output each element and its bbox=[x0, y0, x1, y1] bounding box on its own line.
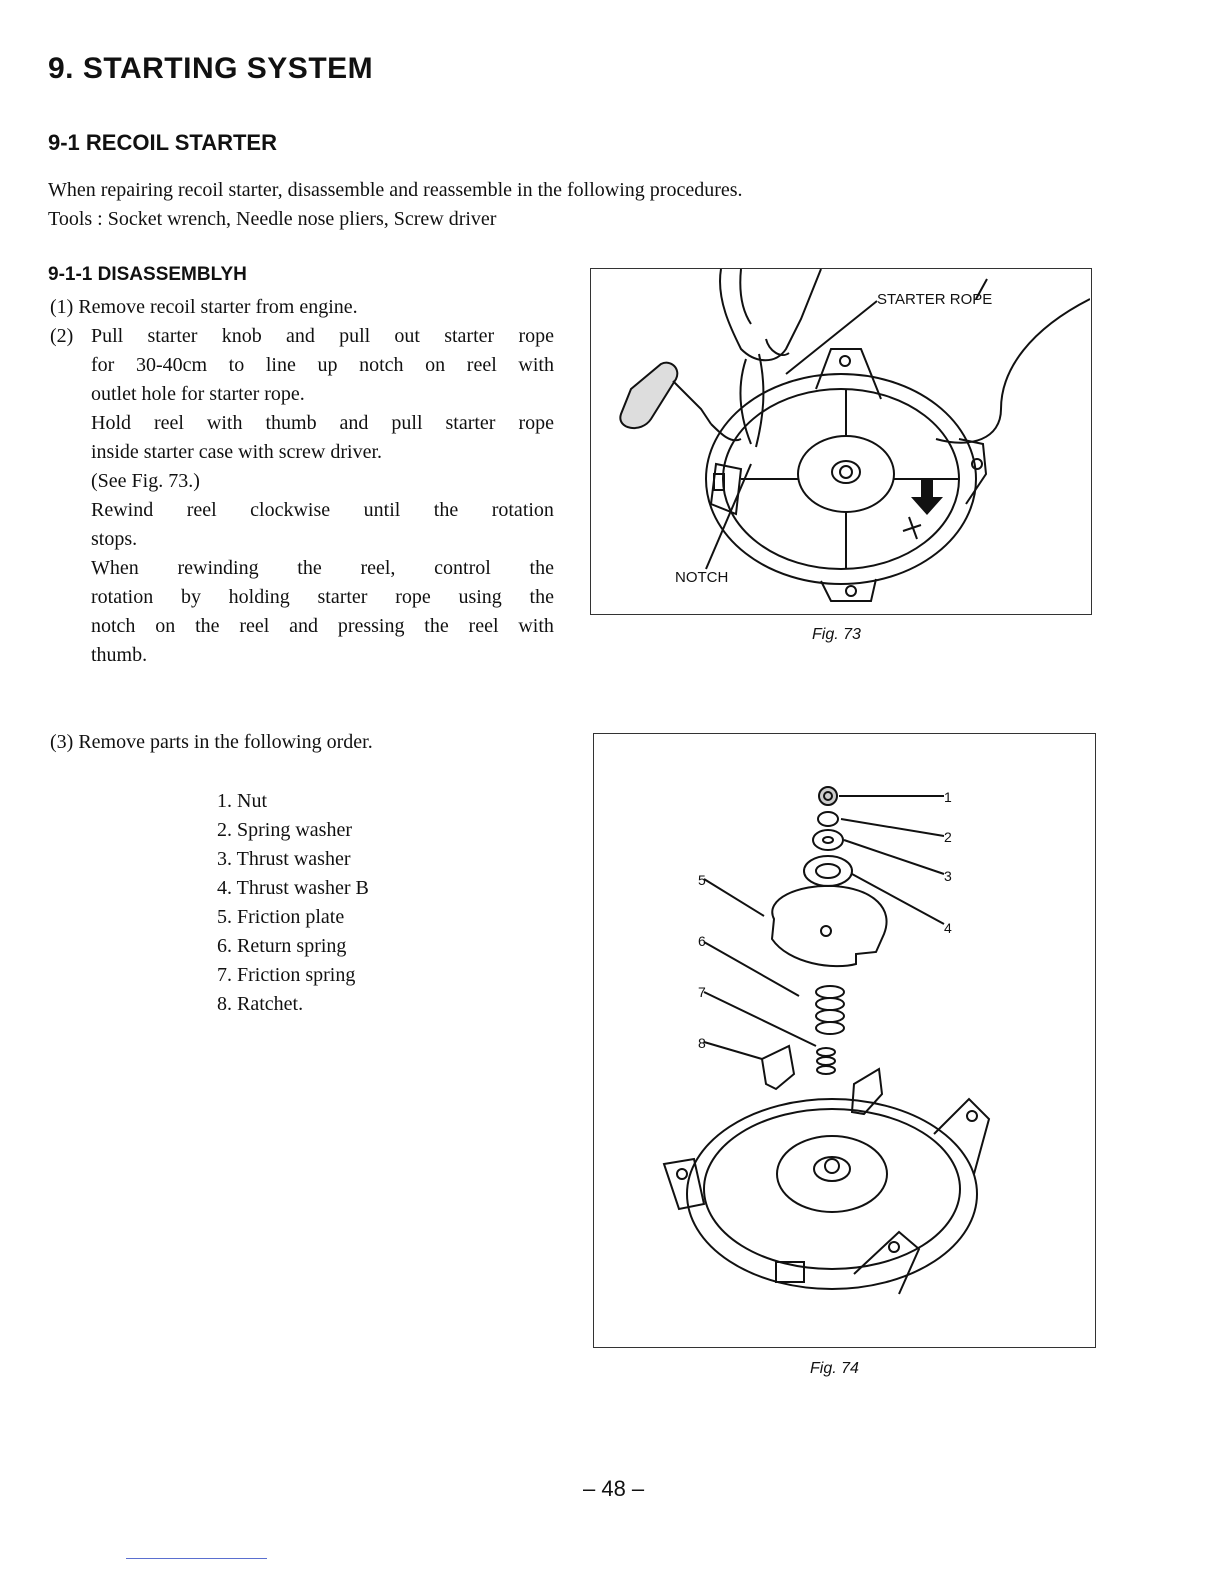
step-1: (1) Remove recoil starter from engine. bbox=[50, 296, 358, 318]
part-item: 1. Nut bbox=[217, 790, 267, 812]
label-starter-rope: STARTER ROPE bbox=[877, 291, 993, 308]
step-2-marker: (2) bbox=[50, 325, 74, 347]
step-2-line: inside starter case with screw driver. bbox=[91, 441, 383, 463]
step-2-line: Pull starter knob and pull out starter rope bbox=[91, 325, 554, 347]
step-2-line: notch on the reel and pressing the reel with bbox=[91, 615, 554, 637]
callout-2: 2 bbox=[944, 829, 952, 845]
step-2-line: Hold reel with thumb and pull starter rope bbox=[91, 412, 554, 434]
part-item: 5. Friction plate bbox=[217, 906, 345, 928]
intro-line-2: Tools : Socket wrench, Needle nose pliers, Screw driver bbox=[48, 208, 497, 230]
page-number: – 48 – bbox=[583, 1476, 645, 1501]
callout-6: 6 bbox=[698, 933, 706, 949]
page-title: 9. STARTING SYSTEM bbox=[48, 52, 374, 85]
part-item: 2. Spring washer bbox=[217, 819, 352, 841]
label-notch: NOTCH bbox=[675, 569, 729, 586]
part-item: 4. Thrust washer B bbox=[217, 877, 369, 899]
step-2-line: (See Fig. 73.) bbox=[91, 470, 200, 492]
part-item: 3. Thrust washer bbox=[217, 848, 351, 870]
footer-rule bbox=[126, 1558, 267, 1559]
exploded-parts-illustration bbox=[594, 734, 1094, 1346]
callout-1: 1 bbox=[944, 789, 952, 805]
figure-74 bbox=[593, 733, 1096, 1348]
figure-73-caption: Fig. 73 bbox=[812, 626, 861, 643]
step-2-line: stops. bbox=[91, 528, 138, 550]
step-2-line: Rewind reel clockwise until the rotation bbox=[91, 499, 554, 521]
step-2-line: for 30-40cm to line up notch on reel with bbox=[91, 354, 554, 376]
part-item: 7. Friction spring bbox=[217, 964, 356, 986]
section-heading: 9-1 RECOIL STARTER bbox=[48, 130, 277, 155]
part-item: 6. Return spring bbox=[217, 935, 347, 957]
step-2-line: When rewinding the reel, control the bbox=[91, 557, 554, 579]
figure-73 bbox=[590, 268, 1092, 615]
step-3: (3) Remove parts in the following order. bbox=[50, 731, 373, 753]
step-2-line: outlet hole for starter rope. bbox=[91, 383, 305, 405]
callout-3: 3 bbox=[944, 868, 952, 884]
callout-5: 5 bbox=[698, 872, 706, 888]
callout-8: 8 bbox=[698, 1035, 706, 1051]
callout-4: 4 bbox=[944, 920, 952, 936]
recoil-starter-illustration bbox=[591, 269, 1090, 613]
callout-7: 7 bbox=[698, 984, 706, 1000]
subsection-heading: 9-1-1 DISASSEMBLYH bbox=[48, 264, 247, 285]
intro-line-1: When repairing recoil starter, disassemble and reassemble in the following procedures. bbox=[48, 179, 743, 201]
part-item: 8. Ratchet. bbox=[217, 993, 304, 1015]
step-2-line: thumb. bbox=[91, 644, 148, 666]
figure-74-caption: Fig. 74 bbox=[810, 1360, 859, 1377]
step-2-line: rotation by holding starter rope using the bbox=[91, 586, 554, 608]
